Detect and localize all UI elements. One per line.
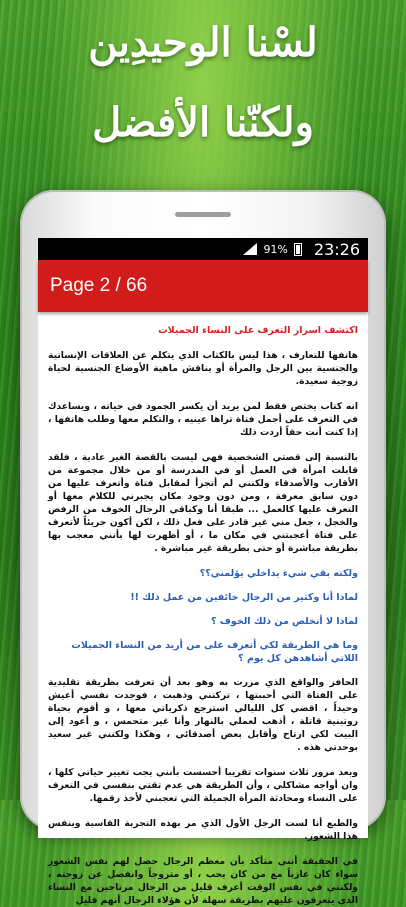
promo-headline	[0, 12, 406, 154]
phone-speaker	[175, 212, 231, 217]
article-paragraph: انه كتاب يختص فقط لمن يريد أن يكسر الجمود في حياته ، ويساعدك في التعرف على أجمل فتاة تراها عينيه ، والتكلم معها وطلب هاتفها ، إذا كنت أنت حقاً أردت ذلك	[48, 401, 358, 438]
page-indicator: Page 2 / 66	[50, 275, 148, 296]
battery-icon	[294, 243, 302, 256]
article-question: لماذا أنا وكثير من الرجال خائفين من عمل ذلك !!	[130, 592, 358, 603]
article-question: وما هي الطريقة لكي أتعرف على من أريد من النساء الجميلات اللاتي أشاهدهن كل يوم ؟	[71, 640, 358, 664]
app-bar	[38, 260, 368, 312]
headline-line-1: لسْنا الوحيدِين	[88, 19, 318, 66]
phone-screen	[38, 238, 368, 906]
article-paragraph: الحافز والواقع الذي مررت به وهو بعد أن تعرفت بطريقة تقليدية على الفتاة التي أحببتها ، تركتني وذهبت ، فوجدت نفسي أعيش وحيداً ، اقضي كل الليالي استرجع ذكرياتي معها ، و أقوم بحياة روتينية قاتلة ، أذهب لعملي بالنهار وأنا غير متحمس ، و أعود إلى البيت لكي ارتاح وأقابل بعض أصدقائي ، وهكذا ولكنني غير سعيد بوحدتي هذه .	[48, 677, 358, 753]
article-paragraph: بالنسبة إلى قصتي الشخصية فهي ليست بالقصة الغير عادية ، فلقد قابلت امرأة في العمل أو في المدرسة أو من خلال مجموعة من الأقارب والأصدقاء ولكنني لم أتجرأ لمقابل فتاة وأتعرف عليها من دون سابق معرفة ، ومن دون وجود مكان يجبرني للكلام معها أو التعرف عليها كالعمل ... طبقا أنا وكباقي الرجال الخوف من الرفض والخجل ، جعل مني غير قادر على فعل ذلك ، لكن أكون جريئاً لأتعرف على فتاة أعجبتني في مكان ما ، أو أظهرت لها بأنني معجب بها بطريقة مباشرة أو حتى بطريقة غير مباشرة .	[48, 452, 358, 554]
article-question: ولكنه بقي شيء يداخلي يؤلمني؟؟	[199, 568, 358, 579]
article-paragraph: في الحقيقة أنني متأكد بأن معظم الرجال حصل لهم نفس الشعور سواء كان عازباً مع من كان يحب ، أو متزوجاً وانفصل عن زوجته ، ولكنني في نفس الوقت أعرف قليل من الرجال مرتاحين مع النساء الذي يتعرفون عليهم بطريقة سهلة لأن هؤلاء الرجال أنهم قليل	[48, 856, 358, 906]
phone-frame	[20, 190, 386, 906]
clock: 23:26	[313, 239, 360, 259]
article-paragraph: هاتفها للتعارف ، هذا ليس بالكتاب الذي يتكلم عن العلاقات الإنسانية والجنسية بين الرجل والمرأة أو يناقش ماهية الأوضاع الجنسية لحياة زوجية سعيدة.	[48, 350, 358, 387]
article-question: لماذا لا أتخلص من ذلك الخوف ؟	[211, 616, 358, 627]
article-title: اكتشف اسرار التعرف على النساء الجميلات	[158, 325, 358, 336]
status-bar	[38, 238, 368, 260]
battery-percent: 91%	[263, 242, 288, 256]
article-content[interactable]	[38, 312, 368, 907]
headline-line-2: ولكنّنا الأفضل	[92, 99, 314, 146]
article-paragraph: وبعد مرور ثلاث سنوات تقريبا أحسست بأنني يجب تغيير حياتي كلها ، وان أواجه مشاكلي ، وأن الطريقة هي عدم تقتي بنفسي في التعرف على النساء ومحادثة المرأة الجميلة التي تعجبني لأخذ رقمها.	[48, 767, 358, 804]
article-paragraph: والطبع أنا لست الرجل الأول الذي مر بهذه التجربة القاسية وبنفس هذا الشعور.	[48, 818, 358, 842]
signal-icon	[243, 243, 257, 255]
